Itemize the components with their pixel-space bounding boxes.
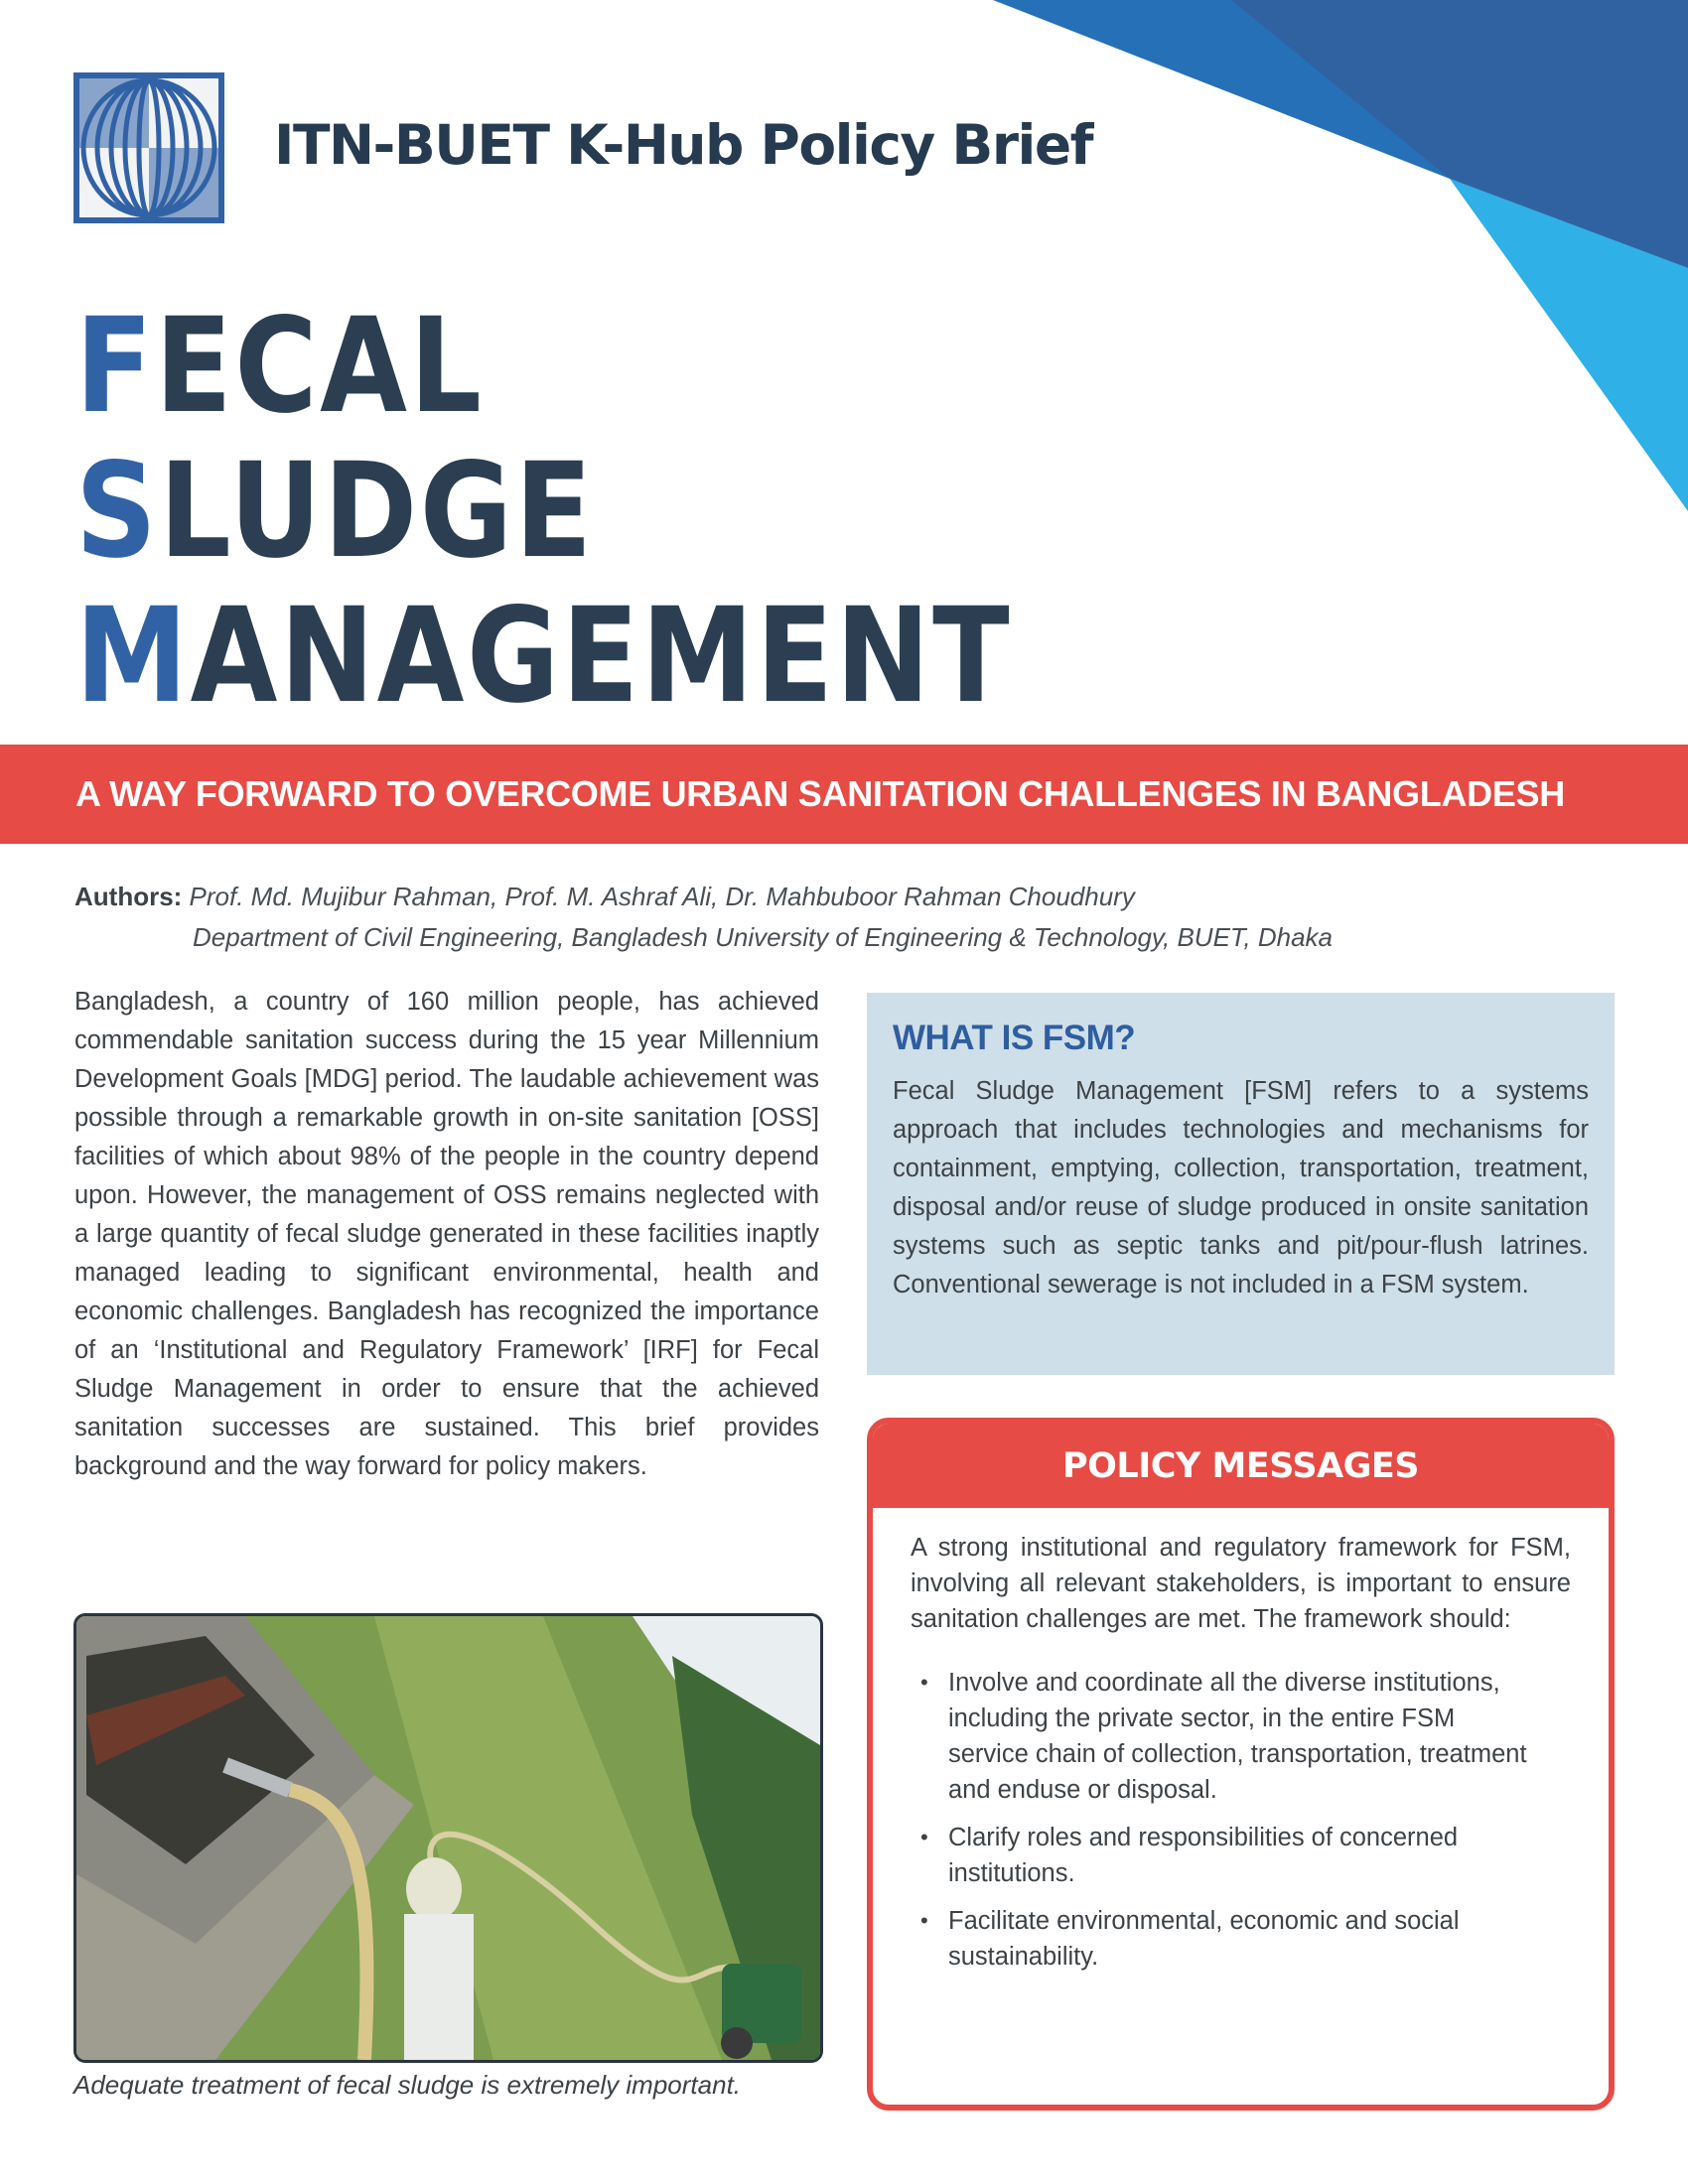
policy-bullet-item: • Clarify roles and responsibilities of concerned institutions.: [948, 1820, 1534, 1891]
policy-messages-box: [867, 1418, 1615, 2111]
policy-messages-list: [911, 1665, 1571, 1975]
fecal-sludge-photo: [73, 1613, 823, 2063]
policy-messages-intro: A strong institutional and regulatory framework for FSM, involving all relevant stakeholders, is important to ensure sanitation challenges are met. The framework should:: [911, 1534, 1571, 1633]
bullet-icon: •: [920, 1670, 928, 1695]
policy-messages-body: [873, 1508, 1609, 1975]
title-line-sludge: SLUDGE: [75, 435, 595, 588]
itn-buet-logo-icon: [73, 72, 224, 223]
brief-series-title: ITN-BUET K-Hub Policy Brief: [274, 113, 1093, 177]
bullet-icon: •: [920, 1825, 928, 1849]
authors-names: Prof. Md. Mujibur Rahman, Prof. M. Ashraf Ali, Dr. Mahbuboor Rahman Choudhury: [182, 882, 1135, 911]
document-title: [75, 290, 1165, 733]
authors-block: [74, 882, 1333, 953]
what-is-fsm-box: [867, 993, 1615, 1375]
policy-messages-header: [873, 1424, 1609, 1508]
subtitle-text: A WAY FORWARD TO OVERCOME URBAN SANITATION CHALLENGES IN BANGLADESH: [75, 773, 1565, 814]
policy-bullet-item: • Facilitate environmental, economic and social sustainability.: [948, 1903, 1534, 1975]
photo-illustration: [76, 1616, 820, 2060]
authors-label: Authors:: [74, 882, 183, 911]
subtitle-banner: [0, 745, 1688, 844]
policy-messages-heading: POLICY MESSAGES: [1062, 1445, 1419, 1486]
policy-bullet-item: • Involve and coordinate all the diverse institutions, including the private sector, in the entire FSM service chain of collection, transportation, treatment and enduse or disposal.: [948, 1665, 1534, 1808]
what-is-fsm-text: Fecal Sludge Management [FSM] refers to a systems approach that includes technologies and mechanisms for containment, emptying, collection, transportation, treatment, disposal and/or reuse of sludge produced in onsite sanitation systems such as septic tanks and pit/pour-flush latrines. Conventional sewerage is not included in a FSM system.: [893, 1077, 1589, 1298]
what-is-fsm-heading: WHAT IS FSM?: [893, 1019, 1136, 1057]
intro-paragraph: Bangladesh, a country of 160 million people, has achieved commendable sanitation success during the 15 year Millennium Development Goals [MDG] period. The laudable achievement was possible through a remarkable growth in on-site sanitation [OSS] facilities of which about 98% of the people in the country depend upon. However, the management of OSS remains neglected with a large quantity of fecal sludge generated in these facilities inaptly managed leading to significant environmental, health and economic challenges. Bangladesh has recognized the importance of an ‘Institutional and Regulatory Framework’ [IRF] for Fecal Sludge Management in order to ensure that the achieved sanitation successes are sustained. This brief provides background and the way forward for policy makers.: [74, 988, 819, 1480]
title-line-fecal: FECAL: [75, 290, 485, 443]
bullet-icon: •: [920, 1908, 928, 1933]
authors-department: Department of Civil Engineering, Bangladesh University of Engineering & Technology, BUET, Dhaka: [193, 922, 1334, 952]
photo-caption: Adequate treatment of fecal sludge is extremely important.: [73, 2070, 742, 2100]
title-line-management: MANAGEMENT: [75, 580, 1013, 733]
